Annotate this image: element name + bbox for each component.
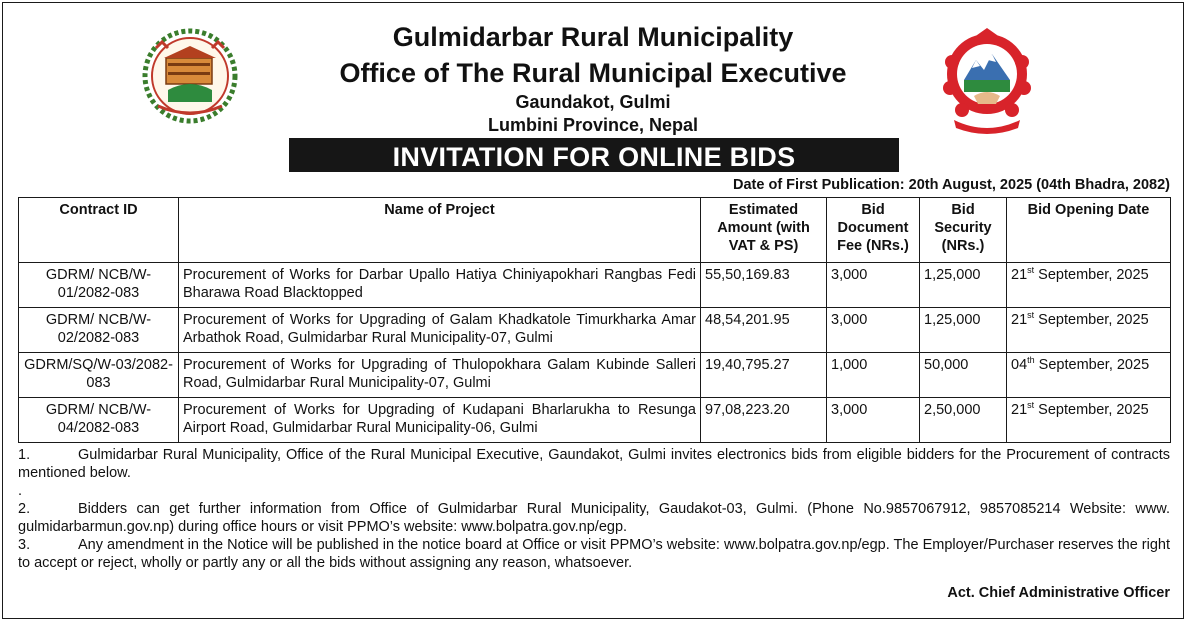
header-amount: Estimated Amount (with VAT & PS) (701, 198, 827, 263)
municipality-title: Gulmidarbar Rural Municipality (392, 22, 794, 52)
nepal-coat-of-arms-icon (936, 22, 1038, 138)
header-opening-date: Bid Opening Date (1007, 198, 1171, 263)
fee-cell: 3,000 (827, 263, 920, 308)
amount-cell: 97,08,223.20 (701, 398, 827, 443)
notice-notes (18, 446, 1170, 572)
note-separator: . (18, 483, 23, 499)
bids-table (18, 197, 1171, 443)
project-cell: Procurement of Works for Upgrading of Thulopokhara Galam Kubinde Salleri Road, Gulmidarbar Rural Municipality-07, Gulmi (179, 353, 701, 398)
opening-date-cell: 21st September, 2025 (1007, 263, 1171, 308)
opening-date-cell: 21st September, 2025 (1007, 398, 1171, 443)
security-cell: 2,50,000 (920, 398, 1007, 443)
table-row (19, 353, 1171, 398)
publication-date: Date of First Publication: 20th August, 2025 (04th Bhadra, 2082) (733, 177, 1170, 193)
amount-cell: 19,40,795.27 (701, 353, 827, 398)
opening-date-cell: 04th September, 2025 (1007, 353, 1171, 398)
address-line-2: Lumbini Province, Nepal (487, 115, 699, 135)
header-project: Name of Project (179, 198, 701, 263)
contract-id-cell: GDRM/ NCB/W-01/2082-083 (19, 263, 179, 308)
municipality-emblem-icon (138, 28, 242, 124)
contract-id-cell: GDRM/ NCB/W-04/2082-083 (19, 398, 179, 443)
contract-id-cell: GDRM/ NCB/W-02/2082-083 (19, 308, 179, 353)
notice-banner: INVITATION FOR ONLINE BIDS (289, 138, 899, 172)
security-cell: 1,25,000 (920, 263, 1007, 308)
project-cell: Procurement of Works for Upgrading of Galam Khadkatole Timurkharka Amar Arbathok Road, Gulmidarbar Rural Municipality-07, Gulmi (179, 308, 701, 353)
contract-id-cell: GDRM/SQ/W-03/2082-083 (19, 353, 179, 398)
table-header-row (19, 198, 1171, 263)
header-security: Bid Security (NRs.) (920, 198, 1007, 263)
note-3: 3. Any amendment in the Notice will be published in the notice board at Office or visit PPMO’s website: www.bolpatra.gov.np/egp. The Employer/Purchaser reserves the right to accept or reject, wholly or partly any or all the bids without assigning any reason, whatsoever. (18, 537, 1170, 571)
amount-cell: 55,50,169.83 (701, 263, 827, 308)
fee-cell: 3,000 (827, 308, 920, 353)
table-row (19, 308, 1171, 353)
signature: Act. Chief Administrative Officer (947, 585, 1170, 601)
security-cell: 1,25,000 (920, 308, 1007, 353)
project-cell: Procurement of Works for Darbar Upallo Hatiya Chiniyapokhari Rangbas Fedi Bharawa Road Blacktopped (179, 263, 701, 308)
fee-cell: 1,000 (827, 353, 920, 398)
fee-cell: 3,000 (827, 398, 920, 443)
table-row (19, 263, 1171, 308)
address-line-1: Gaundakot, Gulmi (515, 92, 671, 112)
header-doc-fee: Bid Document Fee (NRs.) (827, 198, 920, 263)
header-contract-id: Contract ID (19, 198, 179, 263)
security-cell: 50,000 (920, 353, 1007, 398)
table-row (19, 398, 1171, 443)
opening-date-cell: 21st September, 2025 (1007, 308, 1171, 353)
note-1: 1. Gulmidarbar Rural Municipality, Office of the Rural Municipal Executive, Gaundakot, Gulmi invites electronics bids from eligible bidders for the Procurement of contracts mentioned below. (18, 447, 1170, 481)
office-title: Office of The Rural Municipal Executive (339, 58, 847, 88)
amount-cell: 48,54,201.95 (701, 308, 827, 353)
project-cell: Procurement of Works for Upgrading of Kudapani Bharlarukha to Resunga Airport Road, Gulmidarbar Rural Municipality-06, Gulmi (179, 398, 701, 443)
note-2: 2. Bidders can get further information from Office of Gulmidarbar Rural Municipality, Gaudakot-03, Gulmi. (Phone No.9857067912, 9857085214 Website: www. gulmidarbarmun.gov.np) during office hours or visit PPMO’s website: www.bolpatra.gov.np/egp. (18, 501, 1170, 535)
